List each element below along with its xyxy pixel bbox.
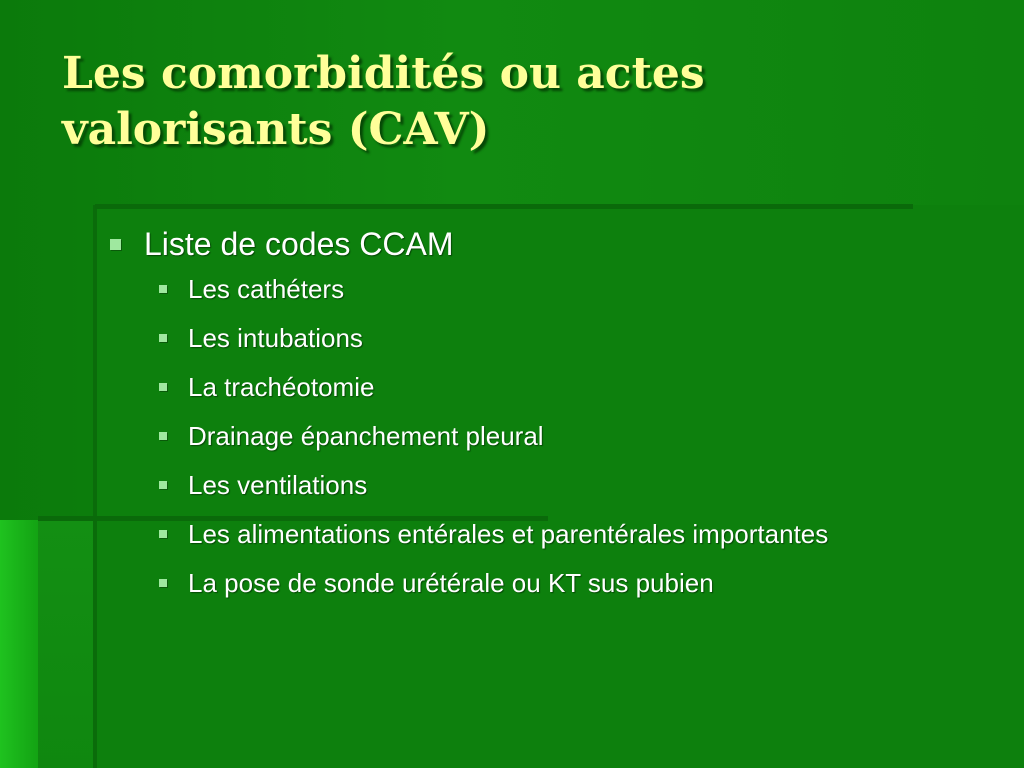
sub-bullet-item	[108, 419, 988, 453]
sub-bullet-item	[108, 517, 988, 551]
sub-bullet-label: La trachéotomie	[188, 372, 375, 402]
square-bullet-icon	[159, 383, 167, 391]
accent-line-vertical	[93, 205, 97, 768]
sub-bullet-label: Drainage épanchement pleural	[188, 421, 544, 451]
sub-bullet-item	[108, 321, 988, 355]
square-bullet-icon	[159, 579, 167, 587]
sub-bullet-label: Les intubations	[188, 323, 363, 353]
slide-title	[62, 46, 962, 158]
accent-line-top	[95, 204, 913, 209]
background-left-strip	[0, 520, 38, 768]
square-bullet-icon	[159, 530, 167, 538]
slide-content	[108, 222, 988, 615]
sub-bullet-item	[108, 468, 988, 502]
sub-bullet-label: Les ventilations	[188, 470, 368, 500]
bullet-item-main	[108, 222, 988, 266]
sub-bullet-label: La pose de sonde urétérale ou KT sus pubien	[188, 568, 714, 598]
square-bullet-icon	[159, 481, 167, 489]
square-bullet-icon	[159, 334, 167, 342]
square-bullet-icon	[110, 239, 121, 250]
sub-bullet-item	[108, 272, 988, 306]
slide-title-line-2: valorisants (CAV)	[62, 104, 490, 155]
square-bullet-icon	[159, 285, 167, 293]
sub-bullet-label: Les alimentations entérales et parentérales importantes	[188, 519, 829, 549]
sub-bullet-label: Les cathéters	[188, 274, 345, 304]
sub-bullet-item	[108, 370, 988, 404]
sub-bullet-item	[108, 566, 988, 600]
square-bullet-icon	[159, 432, 167, 440]
slide-title-line-1: Les comorbidités ou actes	[62, 48, 705, 99]
bullet-item-main-label: Liste de codes CCAM	[144, 226, 454, 262]
sub-bullet-list	[108, 272, 988, 600]
